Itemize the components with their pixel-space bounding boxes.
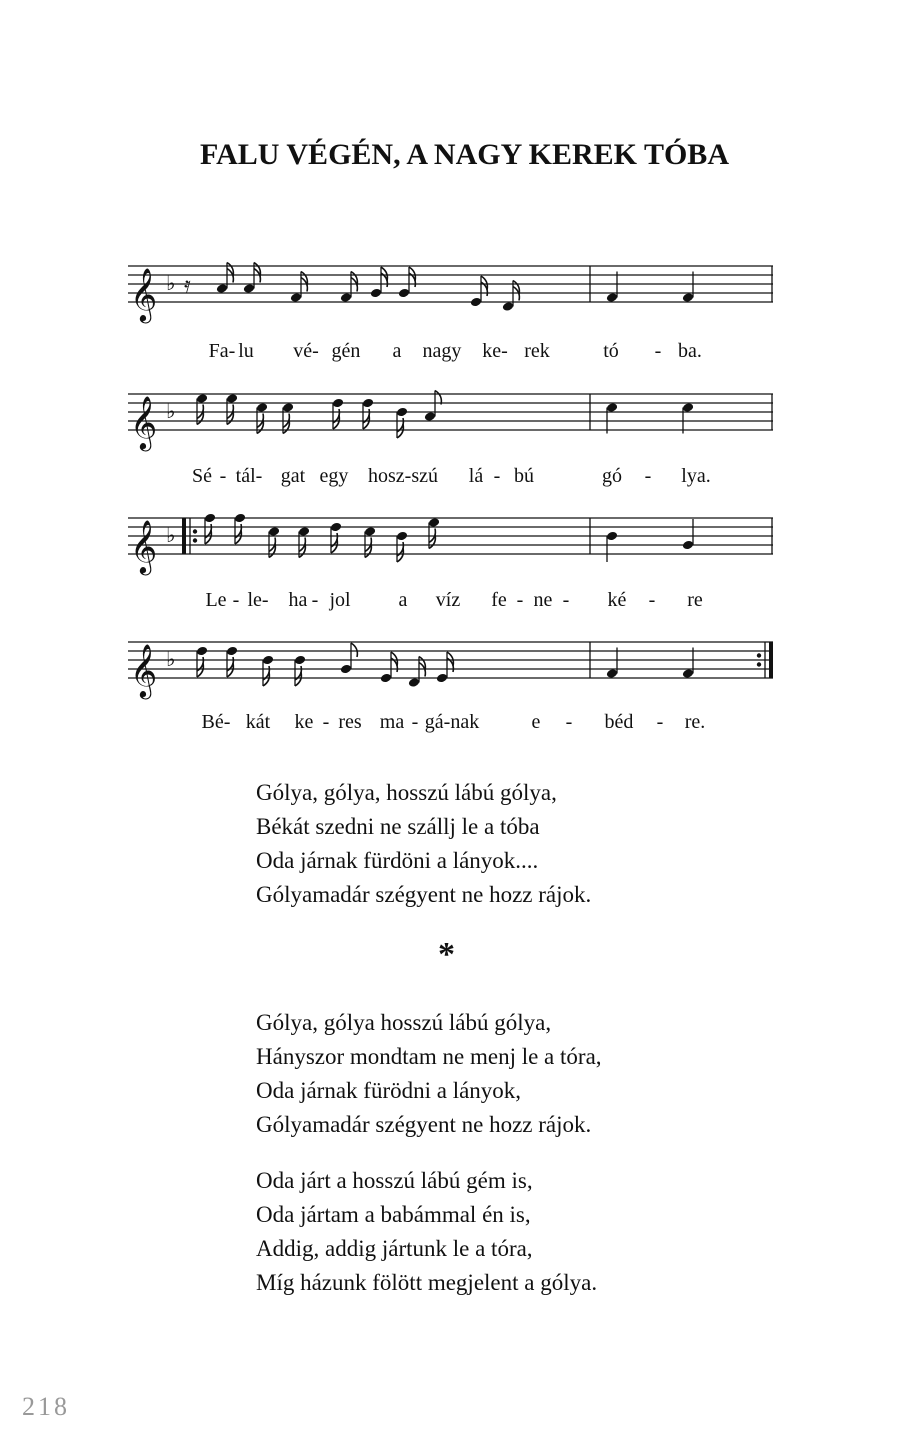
syllable: Le — [205, 589, 227, 611]
syllable: lu — [238, 340, 254, 362]
note-head — [226, 393, 238, 404]
lyrics-line-3 — [128, 589, 773, 619]
verse-line: Gólya, gólya, hosszú lábú gólya, — [256, 780, 557, 805]
syllable: fe — [491, 589, 507, 611]
syllable: - — [311, 589, 319, 611]
flat-sign-icon: ♭ — [166, 647, 176, 671]
note-head — [362, 398, 374, 409]
syllable: Fa- — [208, 340, 236, 362]
syllable: - — [648, 589, 656, 611]
treble-clef-icon: 𝄞 — [130, 395, 158, 449]
page-number: 218 — [22, 1392, 70, 1421]
note-head — [606, 531, 618, 542]
song-title: FALU VÉGÉN, A NAGY KEREK TÓBA — [200, 138, 729, 171]
syllable: lya. — [681, 465, 711, 487]
syllable: - — [565, 711, 573, 733]
syllable: bú — [514, 465, 534, 487]
syllable: - — [493, 465, 501, 487]
note-head — [196, 393, 208, 404]
verse-line: Addig, addig jártunk le a tóra, — [256, 1236, 533, 1261]
note-head — [606, 668, 618, 679]
note-head — [408, 677, 420, 688]
treble-clef-icon: 𝄞 — [130, 643, 158, 697]
syllable: re. — [684, 711, 706, 733]
verse-line: Hányszor mondtam ne menj le a tóra, — [256, 1044, 602, 1069]
note-head — [396, 407, 408, 418]
note-head — [282, 402, 294, 413]
syllable: a — [392, 340, 402, 362]
treble-clef-icon: 𝄞 — [130, 519, 158, 573]
syllable: ke- — [482, 340, 508, 362]
flat-sign-icon: ♭ — [166, 523, 176, 547]
treble-clef-icon: 𝄞 — [130, 267, 158, 321]
syllable: béd — [604, 711, 634, 733]
note-head — [340, 292, 352, 303]
note-head — [256, 402, 268, 413]
note-head — [370, 288, 382, 299]
verse-3 — [256, 1164, 776, 1300]
note-head — [682, 402, 694, 413]
syllable: - — [644, 465, 652, 487]
syllable: ne — [533, 589, 553, 611]
syllable: nagy — [422, 340, 462, 362]
note-head — [204, 513, 216, 524]
syllable: ke — [294, 711, 314, 733]
repeat-start-thick-bar — [182, 518, 186, 554]
syllable: gat — [280, 465, 306, 487]
note-head — [268, 526, 280, 537]
syllable: - — [562, 589, 570, 611]
note-head — [502, 301, 514, 312]
note-head — [424, 411, 436, 422]
note-head — [290, 292, 302, 303]
note-head — [606, 402, 618, 413]
note-head — [196, 646, 208, 657]
note-head — [243, 283, 255, 294]
syllable: - — [411, 711, 419, 733]
note-head — [262, 655, 274, 666]
note-head — [682, 668, 694, 679]
syllable: ba. — [678, 340, 702, 362]
syllable: egy — [319, 465, 349, 487]
syllable: - — [322, 711, 330, 733]
verse-line: Gólyamadár szégyent ne hozz rájok. — [256, 882, 592, 907]
note-head — [340, 664, 352, 675]
note-head — [682, 540, 694, 551]
syllable: - — [654, 340, 662, 362]
repeat-dot — [757, 653, 761, 657]
syllable: ma — [379, 711, 405, 733]
syllable: tó — [603, 340, 619, 362]
note-head — [330, 522, 342, 533]
syllable: vé- — [293, 340, 319, 362]
note-head — [470, 297, 482, 308]
note-head — [682, 292, 694, 303]
syllable: gá-nak — [424, 711, 480, 733]
verse-line: Míg házunk fölött megjelent a gólya. — [256, 1270, 598, 1295]
note-head — [294, 655, 306, 666]
music-staff-4 — [128, 632, 773, 698]
verse-line: Békát szedni ne szállj le a tóba — [256, 814, 540, 839]
note-head — [234, 513, 246, 524]
note-head — [332, 398, 344, 409]
note-head — [216, 283, 228, 294]
music-staff-2 — [128, 384, 773, 450]
lyrics-line-2 — [128, 465, 773, 495]
repeat-dot — [757, 662, 761, 666]
note-flag — [351, 643, 357, 657]
flat-sign-icon: ♭ — [166, 399, 176, 423]
syllable: lá — [468, 465, 484, 487]
syllable: - — [656, 711, 664, 733]
syllable: - — [516, 589, 524, 611]
verse-line: Oda járt a hosszú lábú gém is, — [256, 1168, 533, 1193]
music-staff-1 — [128, 256, 773, 322]
verse-2 — [256, 1006, 776, 1142]
note-head — [436, 673, 448, 684]
syllable: res — [338, 711, 362, 733]
syllable: Bé- — [201, 711, 231, 733]
verse-line: Oda jártam a babámmal én is, — [256, 1202, 531, 1227]
note-head — [428, 517, 440, 528]
rest-icon: 𝄿 — [184, 273, 191, 298]
syllable: Sé — [192, 465, 212, 487]
lyrics-line-1 — [128, 340, 773, 370]
syllable: le- — [247, 589, 269, 611]
syllable: e — [531, 711, 541, 733]
note-head — [298, 526, 310, 537]
note-head — [364, 526, 376, 537]
syllable: gó — [602, 465, 622, 487]
syllable: - — [232, 589, 240, 611]
note-head — [606, 292, 618, 303]
verse-line: Gólya, gólya hosszú lábú gólya, — [256, 1010, 552, 1035]
syllable: kát — [245, 711, 271, 733]
verse-line: Gólyamadár szégyent ne hozz rájok. — [256, 1112, 592, 1137]
repeat-dot — [193, 538, 197, 542]
lyrics-line-4 — [128, 711, 773, 741]
music-staff-3 — [128, 508, 773, 574]
syllable: ha — [288, 589, 308, 611]
note-head — [396, 531, 408, 542]
syllable: ké — [607, 589, 627, 611]
syllable: re — [687, 589, 703, 611]
syllable: víz — [435, 589, 461, 611]
repeat-dot — [193, 529, 197, 533]
verse-line: Oda járnak fürdöni a lányok.... — [256, 848, 539, 873]
note-head — [398, 288, 410, 299]
syllable: gén — [331, 340, 361, 362]
verse-line: Oda járnak fürödni a lányok, — [256, 1078, 522, 1103]
verse-separator: * — [438, 936, 455, 973]
syllable: - — [219, 465, 227, 487]
flat-sign-icon: ♭ — [166, 271, 176, 295]
verse-1 — [256, 776, 776, 912]
syllable: hosz-szú — [368, 465, 438, 487]
syllable: rek — [524, 340, 550, 362]
note-head — [226, 646, 238, 657]
note-head — [380, 673, 392, 684]
syllable: jol — [329, 589, 351, 611]
final-thick-bar — [769, 642, 773, 678]
syllable: a — [398, 589, 408, 611]
syllable: tál- — [235, 465, 263, 487]
